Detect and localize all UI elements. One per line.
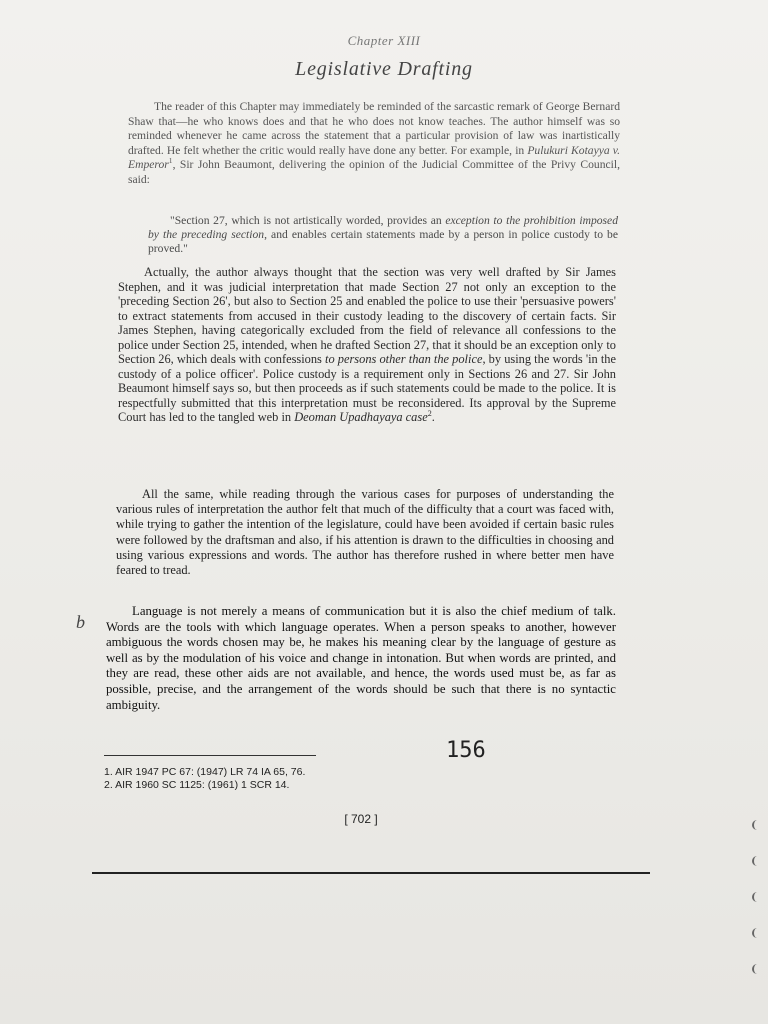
block-quote: [148, 214, 618, 257]
footnotes: [104, 766, 305, 792]
paragraph-section-27: [118, 265, 616, 425]
footnote-2: 2. AIR 1960 SC 1125: (1961) 1 SCR 14.: [104, 779, 290, 791]
bottom-rule: [92, 872, 650, 874]
italic-text: exception to the prohibition imposed by the preceding section: [148, 214, 618, 242]
paragraph-intro: [128, 100, 620, 188]
paragraph-interpretation: [116, 487, 614, 578]
footnote-1: 1. AIR 1947 PC 67: (1947) LR 74 IA 65, 76.: [104, 766, 306, 778]
edge-mark: [752, 820, 760, 830]
binding-edge-marks: [748, 820, 762, 1000]
text-run: All the same, while reading through the various cases for purposes of understanding the various rules of interpretation the author felt that much of the difficulty that a court was faced with, while trying to gather the intention of the legislature, could have been avoided if certain basic rules were followed by the draftsman and also, if his attention is drawn to the difficulties in choosing and using various expressions and words. The author has therefore rushed in where better men have feared to tread.: [116, 487, 614, 578]
chapter-title: Legislative Drafting: [295, 58, 473, 80]
chapter-heading: Chapter XIII: [347, 33, 421, 48]
edge-mark: [752, 892, 760, 902]
edge-mark: [752, 928, 760, 938]
italic-text: Deoman Upadhayaya case: [294, 410, 428, 424]
edge-mark: [752, 856, 760, 866]
handwritten-page-stamp: 156: [446, 738, 486, 763]
text-run: , Sir John Beaumont, delivering the opinion of the Judicial Committee of the Privy Council, said:: [128, 158, 620, 186]
text-run: .: [431, 410, 435, 424]
text-run: Actually, the author always thought that the section was very well drafted by Sir James Stephen, and it was judicial interpretation that made Section 27 not only an exception to the 'preceding Section 26', but also to Section 25 and enabled the police to use their 'persuasive powers' to extract statements from accused in their custody leading to the discovery of certain facts. Sir James Stephen, having categorically excluded from the field of relevance all confessions to the police under Section 25, intended, when he drafted Section 27, that it should be an exception only to Section 26, which deals with confessions: [118, 265, 616, 366]
footnote-ref: 2: [427, 408, 432, 418]
edge-mark: [752, 964, 760, 974]
handwritten-margin-mark: b: [76, 612, 85, 632]
footnote-ref: 1: [168, 156, 173, 166]
footnote-divider: [104, 755, 316, 756]
text-run: "Section 27, which is not artistically worded, provides an: [170, 214, 446, 227]
italic-text: Pulukuri Kotayya v. Emperor: [128, 143, 620, 172]
page-number: [ 702 ]: [344, 812, 378, 826]
text-run: , and enables certain statements made by a person in police custody to be proved.": [148, 228, 619, 256]
italic-text: to persons other than the police: [325, 352, 483, 366]
text-run: The reader of this Chapter may immediately be reminded of the sarcastic remark of George Bernard Shaw that—he who knows does and that he who does not know teaches. The author himself was so reminded whenever he came across the statement that a particular provision of law was inartistically drafted. He felt whether the critic would really have done any better. For example, in: [128, 100, 620, 157]
paragraph-language: [106, 604, 616, 713]
text-run: Language is not merely a means of communication but it is also the chief medium of talk. Words are the tools with which language operates. When a person speaks to another, however ambiguous the words chosen may be, he makes his meaning clear by the language of gesture as well as by the modulation of his voice and change in intonation. But when words are printed, and they are read, these other aids are not available, and hence, the words used must be, as far as possible, precise, and the arrangement of the words should be such that there is no syntactic ambiguity.: [106, 604, 616, 712]
text-run: , by using the words 'in the custody of a police officer'. Police custody is a requirement only in Sections 26 and 27. Sir John Beaumont himself says so, but then proceeds as if such statements could be made to the police. It is respectfully submitted that this interpretation must be reconsidered. Its approval by the Supreme Court has led to the tangled web in: [118, 352, 616, 424]
